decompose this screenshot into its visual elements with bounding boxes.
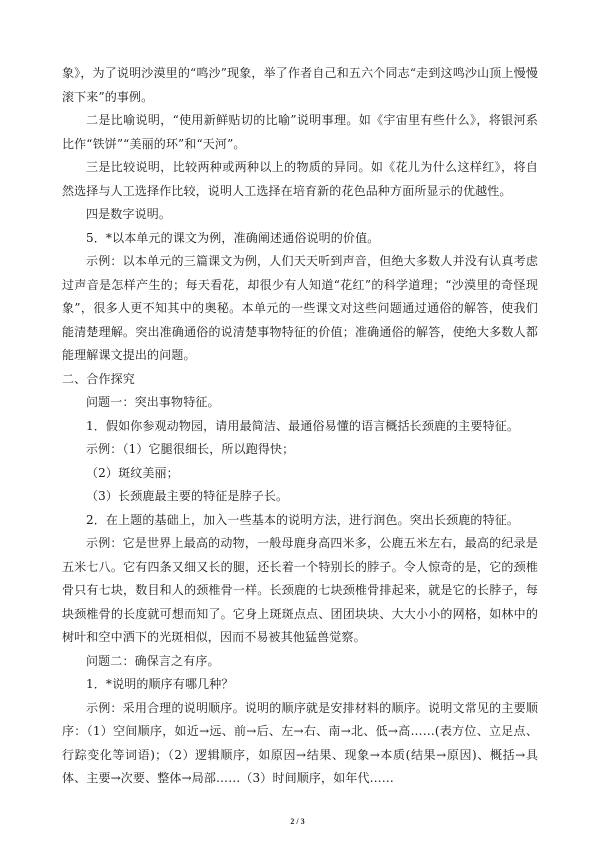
paragraph: 示例：它是世界上最高的动物，一般母鹿身高四米多，公鹿五米左右，最高的纪录是五米七八。它有四条又细又长的腿，还长着一个特别长的脖子。令人惊奇的是，它的颈椎骨只有七块，数目和人的颈椎骨一样。长颈鹿的七块颈椎骨排起来，就是它的长脖子，每块颈椎骨的长度就可想而知了。它身上斑斑点点、团团块块、大大小小的网格，如林中的树叶和空中洒下的光斑相似，因而不易被其他猛兽觉察。 (62, 536, 538, 644)
paragraph: 示例：以本单元的三篇课文为例，人们天天听到声音，但绝大多数人并没有认真考虑过声音是怎样产生的；每天看花，却很少有人知道“花红”的科学道理；“沙漠里的奇怪现象”，很多人更不知其中的奥秘。本单元的一些课文对这些问题通过通俗的解答，使我们能清楚理解。突出准确通俗的说清楚事物特征的价值；准确通俗的解答，使绝大多数人都能理解课文提出的问题。 (62, 254, 538, 362)
paragraph: 5．*以本单元的课文为例，准确阐述通俗说明的价值。 (86, 230, 380, 245)
paragraph: 三是比较说明，比较两种或两种以上的物质的异同。如《花儿为什么这样红》，将自然选择与人工选择作比较，说明人工选择在培育新的花色品种方面所显示的优越性。 (62, 160, 538, 198)
paragraph: 问题一：突出事物特征。 (86, 395, 220, 409)
paragraph: 二是比喻说明，“使用新鲜贴切的比喻”说明事理。如《宇宙里有些什么》，将银河系比作“铁饼”“美丽的环”和“天河”。 (62, 113, 538, 151)
paragraph: 1．假如你参观动物园，请用最简洁、最通俗易懂的语言概括长颈鹿的主要特征。 (86, 418, 520, 433)
paragraph: 四是数字说明。 (86, 207, 172, 221)
paragraph: 二、合作探究 (62, 371, 135, 386)
document-body (62, 62, 538, 791)
paragraph: 象》，为了说明沙漠里的“鸣沙”现象，举了作者自己和五六个同志“走到这鸣沙山顶上慢慢滚下来”的事例。 (62, 66, 538, 104)
paragraph: 2．在上题的基础上，加入一些基本的说明方法，进行润色。突出长颈鹿的特征。 (86, 512, 520, 527)
paragraph: （3）长颈鹿最主要的特征是脖子长。 (86, 489, 289, 503)
paragraph: （2）斑纹美丽； (86, 465, 179, 480)
paragraph: 1．*说明的顺序有哪几种？ (86, 677, 234, 691)
paragraph: 问题二：确保言之有序。 (86, 653, 220, 668)
paragraph: 示例：采用合理的说明顺序。说明的顺序就是安排材料的顺序。说明文常见的主要顺序：（1）空间顺序，如近→远、前→后、左→右、南→北、低→高……(表方位、立足点、行踪变化等词语)；（2）逻辑顺序，如原因→结果、现象→本质(结果→原因)、概括→具体、主要→次要、整体→局部……（3）时间顺序，如年代…… (62, 700, 538, 785)
page-number: 2 / 3 (290, 817, 305, 826)
paragraph: 示例：（1）它腿很细长，所以跑得快； (86, 442, 295, 456)
